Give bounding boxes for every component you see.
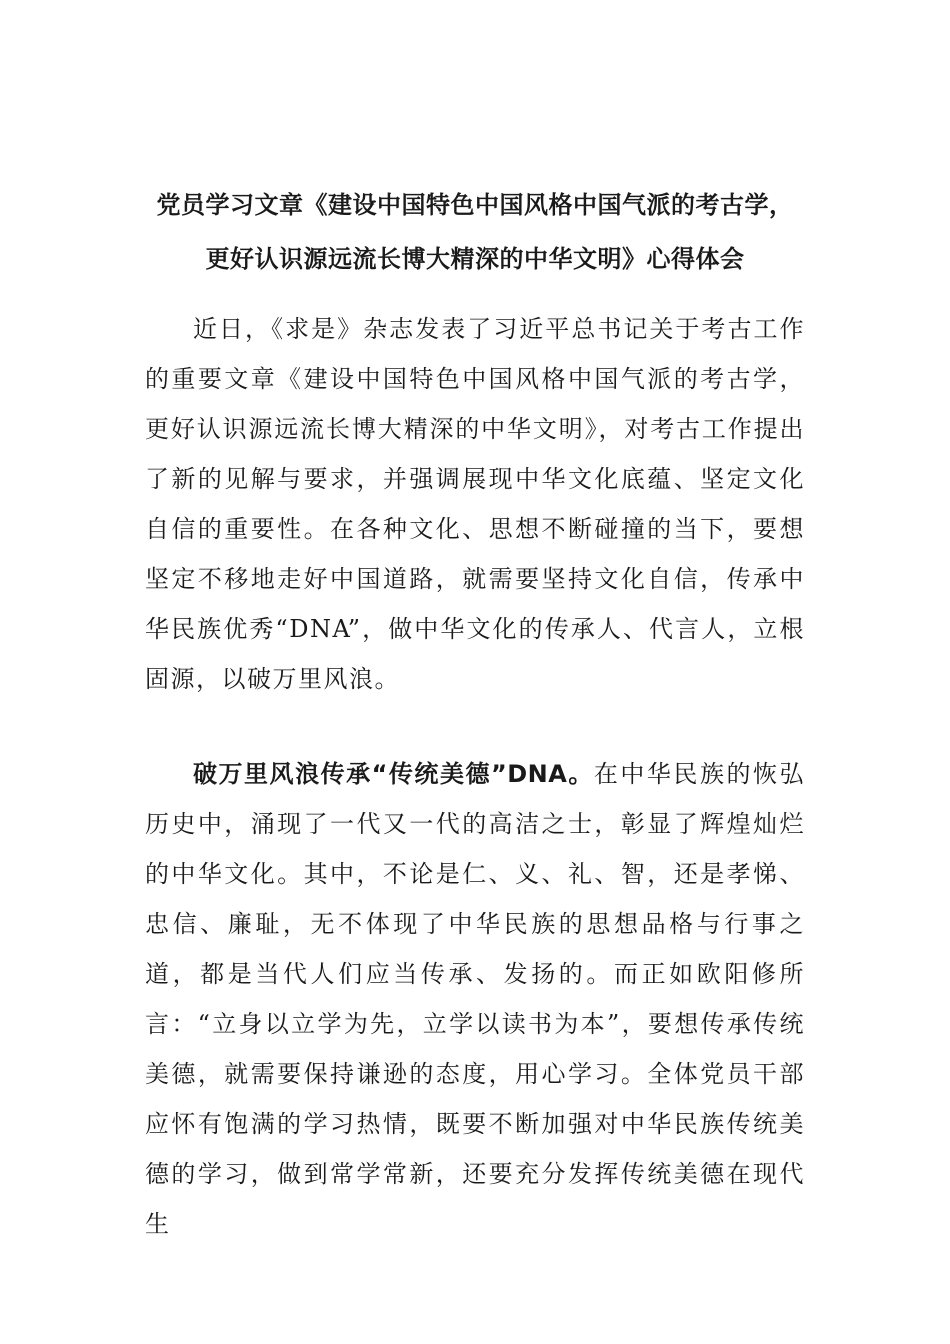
paragraph-intro: 近日，《求是》杂志发表了习近平总书记关于考古工作的重要文章《建设中国特色中国风格中国气派的考古学，更好认识源远流长博大精深的中华文明》，对考古工作提出了新的见解与要求，并强调展现中华文化底蕴、坚定文化自信的重要性。在各种文化、思想不断碰撞的当下，要想坚定不移地走好中国道路，就需要坚持文化自信，传承中华民族优秀“DNA”，做中华文化的传承人、代言人，立根固源，以破万里风浪。 bbox=[145, 315, 805, 693]
document-title bbox=[120, 178, 830, 286]
title-line-2: 更好认识源远流长博大精深的中华文明》心得体会 bbox=[205, 245, 745, 273]
paragraph-traditional-virtue bbox=[145, 749, 805, 1249]
title-line-1: 党员学习文章《建设中国特色中国风格中国气派的考古学， bbox=[156, 191, 794, 219]
paragraph-lead-heading: 破万里风浪传承“传统美德”DNA。 bbox=[193, 760, 594, 788]
paragraph-body-text: 在中华民族的恢弘历史中，涌现了一代又一代的高洁之士，彰显了辉煌灿烂的中华文化。其中，不论是仁、义、礼、智，还是孝悌、忠信、廉耻，无不体现了中华民族的思想品格与行事之道，都是当代人们应当传承、发扬的。而正如欧阳修所言：“立身以立学为先，立学以读书为本”，要想传承传统美德，就需要保持谦逊的态度，用心学习。全体党员干部应怀有饱满的学习热情，既要不断加强对中华民族传统美德的学习，做到常学常新，还要充分发挥传统美德在现代生 bbox=[145, 760, 805, 1238]
